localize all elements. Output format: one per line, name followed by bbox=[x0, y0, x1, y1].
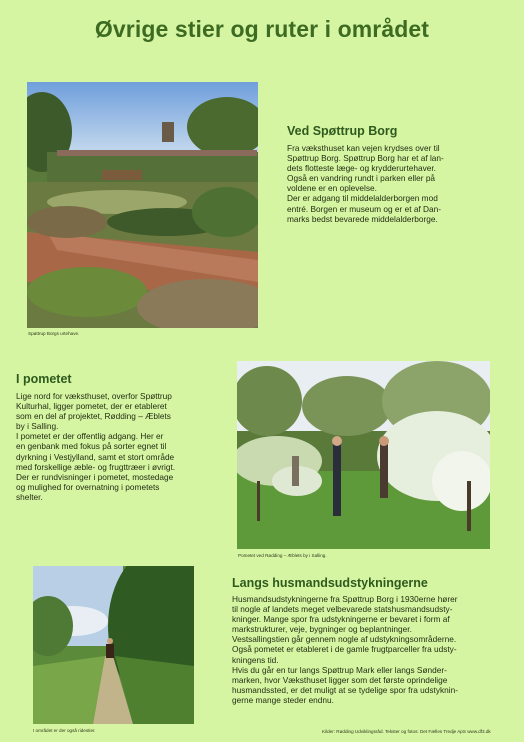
text-line: Husmandsudstykningerne fra Spøttrup Borg i 1930erne hører bbox=[232, 594, 458, 604]
text-line: shelter. bbox=[16, 491, 43, 502]
husmand-heading: Langs husmandsudstykningerne bbox=[232, 576, 428, 590]
text-line: marks bedst bevarede middelalderborge. bbox=[287, 213, 438, 224]
text-line: Vestsallingstien går gennem nogle af udstykningsområderne. bbox=[232, 634, 457, 645]
text-line: Lige nord for væksthuset, overfor Spøttrup bbox=[16, 391, 172, 401]
text-line: som en del af projektet, Rødding – Æblets bbox=[16, 411, 171, 422]
text-line: dets flotteste læge- og krydderurtehaver. bbox=[287, 163, 436, 174]
text-line: dyrkning i Vestjylland, samt et stort område bbox=[16, 451, 175, 462]
text-line: entré. Borgen er museum og er et af Dan- bbox=[287, 203, 442, 214]
text-line: Der er rundvisninger i pometet, mostedage bbox=[16, 471, 174, 482]
husmand-text bbox=[232, 594, 458, 705]
text-line: og mulighed for overnatning i pometets bbox=[16, 481, 160, 492]
text-line: Kulturhal, ligger pometet, der er etableret bbox=[16, 401, 167, 412]
text-line: Hvis du går en tur langs Spøttrup Mark eller langs Sønder- bbox=[232, 664, 447, 675]
spottrup-heading: Ved Spøttrup Borg bbox=[287, 124, 398, 138]
riding-path-photo bbox=[33, 566, 194, 724]
text-line: en genbank med fokus på sorter egnet til bbox=[16, 441, 167, 452]
text-line: by i Salling. bbox=[16, 421, 59, 432]
herb-garden-caption: Spøttrup Borgs urtehave. bbox=[28, 331, 80, 336]
spottrup-text bbox=[287, 143, 444, 224]
text-line: voldene er en oplevelse. bbox=[287, 183, 377, 194]
herb-garden-photo bbox=[27, 82, 258, 328]
text-line: I pometet er der offentlig adgang. Her er bbox=[16, 431, 164, 442]
text-line: til nogle af landets meget velbevarede statshusmandsudsty- bbox=[232, 604, 453, 615]
text-line: Fra væksthuset kan vejen krydses over til bbox=[287, 143, 440, 153]
text-line: Også pometet er etableret i de gamle frugtparceller fra udsty- bbox=[232, 644, 457, 655]
orchard-photo bbox=[237, 361, 490, 549]
credits-text: Kilder: Rødding Udviklingsråd. Tekster og fotos: Det Fælles Tredje ApS www.df3.dk bbox=[322, 729, 491, 734]
pometet-text bbox=[16, 391, 175, 502]
text-line: husmandssted, er det muligt at se tydelige spor fra udstyknin- bbox=[232, 684, 458, 695]
orchard-caption: Pometet ved Rødding – Æblets by i Salling. bbox=[238, 553, 327, 558]
pometet-heading: I pometet bbox=[16, 372, 72, 386]
text-line: gerne mange steder endnu. bbox=[232, 694, 334, 705]
text-line: kninger. Mange spor fra udstykningerne er bevaret i form af bbox=[232, 614, 450, 625]
text-line: Spøttrup Borg. Spøttrup Borg har et af lan- bbox=[287, 153, 444, 164]
page-title: Øvrige stier og ruter i området bbox=[94, 16, 430, 42]
text-line: med forskellige æble- og frugttræer i øvrigt. bbox=[16, 461, 176, 472]
riding-path-caption: I området er der også ridestier. bbox=[33, 728, 96, 733]
text-line: Der er adgang til middelalderborgen mod bbox=[287, 193, 438, 204]
text-line: markstrukturer, veje, bygninger og beplantninger. bbox=[232, 624, 412, 635]
text-line: marken, hvor Væksthuset ligger som det første oprindelige bbox=[232, 674, 448, 685]
text-line: Også en vandring rundt i parken eller på bbox=[287, 173, 436, 184]
text-line: kningens tid. bbox=[232, 654, 279, 665]
